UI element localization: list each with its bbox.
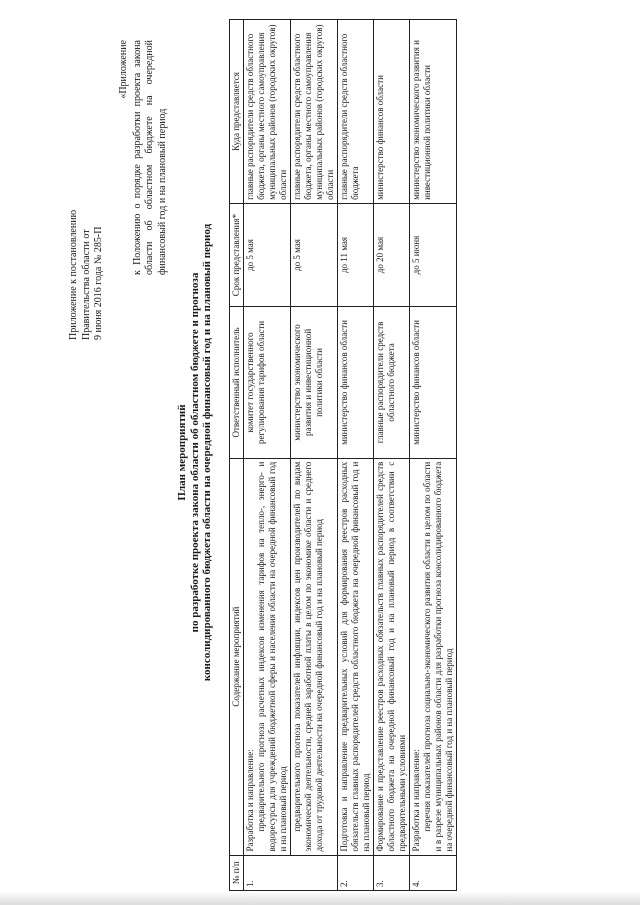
row-target: главные распорядители средств областного бюджета, органы местного самоуправления муниципальных районов (городских округов) области	[244, 20, 291, 204]
row-executor: министерство финансов области	[338, 307, 374, 459]
row-target: главные распорядители средств областного бюджета, органы местного самоуправления муниципальных районов (городских округов) области	[291, 20, 338, 204]
appendix-note	[68, 40, 106, 340]
appendix-line: 9 июня 2016 года № 285-П	[93, 226, 104, 340]
col-header-num: № п/п	[230, 855, 244, 890]
row-deadline: до 5 мая	[244, 203, 291, 306]
row-executor: комитет государственного регулирования тарифов области	[244, 307, 291, 459]
table-header-row	[230, 20, 244, 891]
row-deadline: до 20 мая	[374, 203, 410, 306]
title-line-3: консолидированного бюджета области на очередной финансовый год и на плановый период	[201, 223, 213, 682]
quoted-appendix	[118, 40, 169, 275]
title-line-2: по разработке проекта закона области об областном бюджете и прогноза	[188, 272, 201, 633]
row-num: 4.	[410, 855, 457, 890]
content-part: предварительного прогноза расчетных индексов изменения тарифов на тепло-, энерго- и водоресурсы для учреждений бюджетной сферы и населения области на очередной финансовый год и на плановый период	[256, 461, 288, 852]
row-content: Подготовка и направление предварительных условий для формирования реестров расходных обязательств главных распорядителей средств областного бюджета на очередной финансовый год и на плановый период	[338, 458, 374, 855]
content-part: перечня показателей прогноза социально-экономического развития области в целом по области и в разрезе муниципальных районов области для разработки прогноза консолидированного бюджета на очередной финансовый год и на плановый период	[422, 461, 454, 852]
col-header-deadline: Срок представления*	[230, 203, 244, 306]
content-intro: Разработка и направление:	[245, 749, 255, 852]
row-executor: министерство финансов области	[410, 307, 457, 459]
row-deadline: до 5 мая	[291, 203, 338, 306]
col-header-target: Куда представляется	[230, 20, 244, 204]
row-num: 2.	[338, 855, 374, 890]
quote-head: «Приложение	[118, 40, 129, 99]
row-num: 3.	[374, 855, 410, 890]
col-header-content: Содержание мероприятий	[230, 458, 244, 855]
content-part: предварительного прогноза показателей инфляции, индексов цен производителей по видам экономической деятельности, средней заработной платы в целом по экономике области и среднего дохода от трудовой деятельности на очередной финансовый год и на плановый период	[292, 461, 324, 852]
plan-table	[229, 19, 457, 891]
table-row	[338, 20, 374, 891]
table-row	[410, 20, 457, 891]
row-content	[244, 458, 291, 855]
row-executor: министерство экономического развития и инвестиционной политики области	[291, 307, 338, 459]
title-line-1: План мероприятий	[176, 404, 188, 501]
row-target: министерство финансов области	[374, 20, 410, 204]
content-intro: Разработка и направление:	[411, 749, 421, 852]
plan-title	[176, 0, 214, 905]
row-deadline: до 5 июня	[410, 203, 457, 306]
row-num: 1.	[244, 855, 338, 890]
table-row	[374, 20, 410, 891]
appendix-line: Правительства области от	[80, 229, 92, 340]
row-content	[291, 458, 338, 855]
row-deadline: до 11 мая	[338, 203, 374, 306]
scan-edge-shadow	[0, 891, 640, 905]
row-content: Формирование и представление реестров расходных обязательств главных распорядителей средств областного бюджета на очередной финансовый год и на плановый период в соответствии с предварительными условиями	[374, 458, 410, 855]
quote-body: к Положению о порядке разработки проекта закона области об областном бюджете на очередной финансовый год и на плановый период	[131, 40, 168, 275]
row-target: главные распорядители средств областного бюджета	[338, 20, 374, 204]
row-content	[410, 458, 457, 855]
row-target: министерство экономического развития и инвестиционной политики области	[410, 20, 457, 204]
row-executor: главные распорядители средств областного бюджета	[374, 307, 410, 459]
table-row	[291, 20, 338, 891]
col-header-executor: Ответственный исполнитель	[230, 307, 244, 459]
table-row	[244, 20, 291, 891]
appendix-line: Приложение к постановлению	[68, 209, 79, 340]
